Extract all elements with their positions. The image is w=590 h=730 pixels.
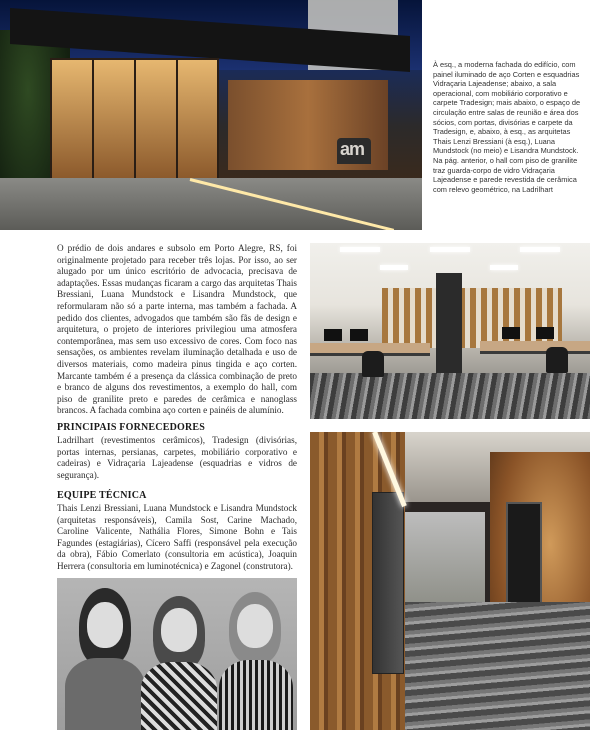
photo-caption: À esq., a moderna fachada do edifício, com painel iluminado de aço Corten e esquadrias Vidraçaria Lajeadense; abaixo, a sala operacional, com mobiliário corporativo e carpete Tradesign; mais abaixo, o espaço de circulação entre salas de reunião e área dos sócios, com portas, divisórias e carpete da Tradesign, e, abaixo, à esq., as arquitetas Thais Lenzi Bressiani (à esq.), Luana Mundstock (no meio) e Lisandra Mundstock. Na pág. anterior, o hall com piso de granilite traz guarda-corpo de vidro Vidraçaria Lajeadense e parede revestida de cerâmica com relevo geométrico, na Ladrilhart — [433, 60, 581, 194]
person-left — [65, 588, 145, 730]
team-text: Thais Lenzi Bressiani, Luana Mundstock e Lisandra Mundstock (arquitetas responsáveis), Camila Sost, Carine Machado, Caroline Valicente, Nathália Flores, Simone Bohn e Tais Fagundes (estagiárias), Cícero Saffi (responsável pela execução da obra), Fábio Comerlato (consultoria em acústica), Joaquin Herrera (consultoria em luminotécnica) e Zagonel (construtora). — [57, 503, 297, 571]
suppliers-heading: PRINCIPAIS FORNECEDORES — [57, 422, 206, 433]
hall-photo — [310, 432, 590, 730]
facade-logo: am — [337, 138, 371, 164]
person-right — [215, 592, 295, 730]
suppliers-text: Ladrilhart (revestimentos cerâmicos), Tradesign (divisórias, portas internas, persianas, carpetes, mobiliário corporativo e cadeiras) e Vidraçaria Lajeadense (esquadrias e vidros de segurança). — [57, 435, 297, 480]
facade-photo — [0, 0, 422, 230]
person-middle — [139, 596, 219, 730]
team-heading: EQUIPE TÉCNICA — [57, 490, 147, 501]
architects-photo — [57, 578, 297, 730]
office-photo — [310, 243, 590, 419]
article-body: O prédio de dois andares e subsolo em Porto Alegre, RS, foi originalmente projetado para receber três lojas. Por isso, ao ser alugado por um único escritório de advocacia, precisava de adaptações. Essas mudanças ficaram a cargo das arquitetas Thais Bressiani, Luana Mundstock e Lisandra Mundstock, que reformularam não só a parte interna, mas também a fachada. A pedido dos clientes, advogados que também são fãs de design e arquitetura, o projeto de interiores privilegiou uma atmosfera contemporânea, mas sem uso excessivo de cores. Com foco nas sensações, os ambientes revelam iluminação detalhada e uso de diversos materiais, como madeira pinus tingida e aço corten. Marcante também é a presença da clássica combinação de preto e branco de alguns dos revestimentos, a exemplo do hall, com piso de granilite preto e paredes de cerâmica e nanoglass brancos. A fachada combina aço corten e painéis de alumínio. — [57, 243, 297, 416]
